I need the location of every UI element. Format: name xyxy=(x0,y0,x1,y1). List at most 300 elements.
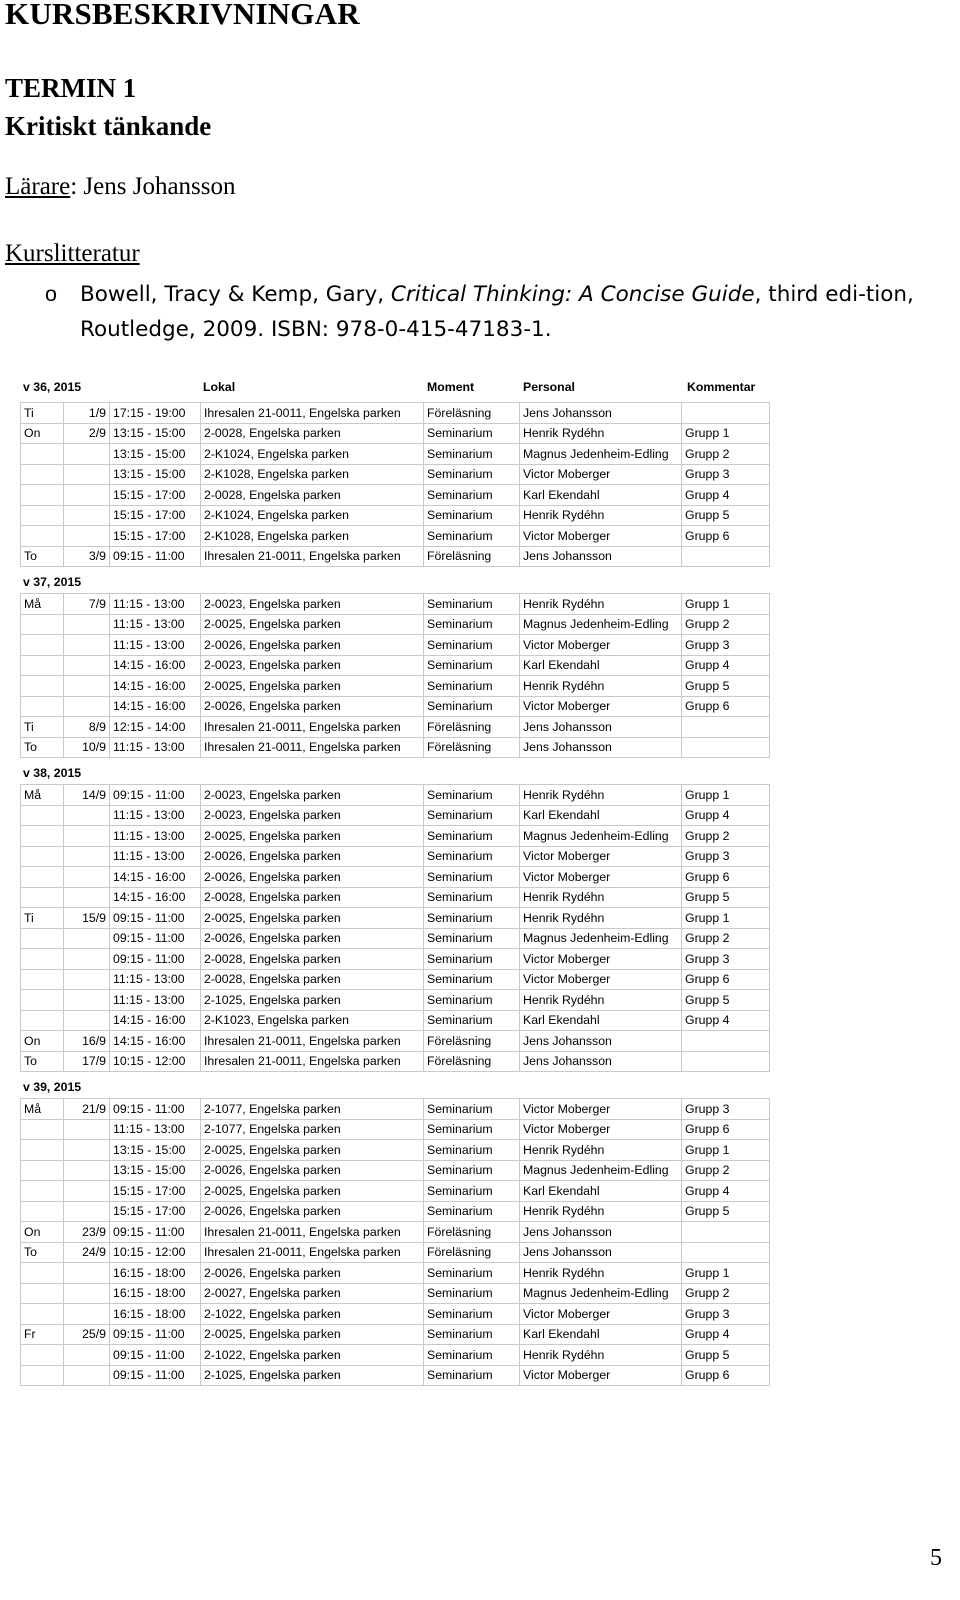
staff-cell: Magnus Jedenheim-Edling xyxy=(520,928,682,949)
room-cell: 2-0028, Engelska parken xyxy=(201,423,424,444)
time-cell: 13:15 - 15:00 xyxy=(110,1160,201,1181)
staff-cell: Karl Ekendahl xyxy=(520,1324,682,1345)
time-cell: 13:15 - 15:00 xyxy=(110,444,201,465)
date-cell xyxy=(64,1365,110,1386)
staff-cell: Jens Johansson xyxy=(520,1031,682,1052)
comment-cell: Grupp 1 xyxy=(682,785,770,806)
staff-cell: Victor Moberger xyxy=(520,1099,682,1120)
table-row xyxy=(21,505,770,526)
day-cell: Ti xyxy=(21,717,64,738)
literature-text: Bowell, Tracy & Kemp, Gary, Critical Thinking: A Concise Guide, third edi-tion, Routledge, 2009. ISBN: 978-0-415-47183-1. xyxy=(80,282,914,342)
comment-cell: Grupp 6 xyxy=(682,1119,770,1140)
date-cell xyxy=(64,826,110,847)
comment-cell: Grupp 6 xyxy=(682,1365,770,1386)
day-cell: Fr xyxy=(21,1324,64,1345)
room-cell: 2-0026, Engelska parken xyxy=(201,1263,424,1284)
room-cell: 2-1025, Engelska parken xyxy=(201,1365,424,1386)
time-cell: 11:15 - 13:00 xyxy=(110,737,201,758)
room-cell: 2-K1028, Engelska parken xyxy=(201,464,424,485)
table-row xyxy=(21,969,770,990)
comment-cell: Grupp 3 xyxy=(682,635,770,656)
comment-cell xyxy=(682,403,770,424)
staff-cell: Victor Moberger xyxy=(520,696,682,717)
time-cell: 10:15 - 12:00 xyxy=(110,1051,201,1072)
date-cell: 8/9 xyxy=(64,717,110,738)
comment-cell xyxy=(682,1242,770,1263)
room-cell: 2-0028, Engelska parken xyxy=(201,887,424,908)
day-cell: To xyxy=(21,1051,64,1072)
table-row xyxy=(21,444,770,465)
table-row xyxy=(21,655,770,676)
date-cell xyxy=(64,614,110,635)
day-cell xyxy=(21,655,64,676)
book-title: Critical Thinking: A Concise Guide xyxy=(390,282,755,307)
day-cell xyxy=(21,505,64,526)
date-cell: 16/9 xyxy=(64,1031,110,1052)
time-cell: 14:15 - 16:00 xyxy=(110,1031,201,1052)
table-row xyxy=(21,846,770,867)
day-cell xyxy=(21,1304,64,1325)
time-cell: 09:15 - 11:00 xyxy=(110,1365,201,1386)
staff-cell: Karl Ekendahl xyxy=(520,1010,682,1031)
room-cell: 2-0025, Engelska parken xyxy=(201,1181,424,1202)
date-cell xyxy=(64,526,110,547)
room-cell: 2-1025, Engelska parken xyxy=(201,990,424,1011)
moment-cell: Seminarium xyxy=(424,1263,520,1284)
comment-cell: Grupp 3 xyxy=(682,464,770,485)
week-label: v 36, 2015 xyxy=(23,380,82,394)
table-row xyxy=(21,785,770,806)
page-number: 5 xyxy=(930,1545,942,1571)
comment-cell: Grupp 6 xyxy=(682,526,770,547)
staff-cell: Magnus Jedenheim-Edling xyxy=(520,614,682,635)
moment-cell: Seminarium xyxy=(424,969,520,990)
room-cell: 2-0023, Engelska parken xyxy=(201,655,424,676)
staff-cell: Henrik Rydéhn xyxy=(520,990,682,1011)
moment-cell: Seminarium xyxy=(424,1201,520,1222)
comment-cell: Grupp 3 xyxy=(682,949,770,970)
staff-cell: Victor Moberger xyxy=(520,464,682,485)
moment-cell: Seminarium xyxy=(424,826,520,847)
comment-cell: Grupp 2 xyxy=(682,614,770,635)
room-cell: 2-1022, Engelska parken xyxy=(201,1345,424,1366)
moment-cell: Föreläsning xyxy=(424,1222,520,1243)
moment-cell: Föreläsning xyxy=(424,737,520,758)
comment-cell: Grupp 5 xyxy=(682,505,770,526)
staff-cell: Henrik Rydéhn xyxy=(520,1201,682,1222)
moment-cell: Seminarium xyxy=(424,990,520,1011)
week-table xyxy=(20,784,770,1072)
staff-cell: Victor Moberger xyxy=(520,867,682,888)
moment-cell: Seminarium xyxy=(424,1181,520,1202)
staff-cell: Karl Ekendahl xyxy=(520,1181,682,1202)
time-cell: 11:15 - 13:00 xyxy=(110,594,201,615)
room-cell: Ihresalen 21-0011, Engelska parken xyxy=(201,1051,424,1072)
date-cell xyxy=(64,635,110,656)
date-cell xyxy=(64,485,110,506)
staff-cell: Victor Moberger xyxy=(520,1365,682,1386)
comment-cell: Grupp 2 xyxy=(682,826,770,847)
table-row xyxy=(21,1119,770,1140)
room-cell: Ihresalen 21-0011, Engelska parken xyxy=(201,546,424,567)
staff-cell: Henrik Rydéhn xyxy=(520,1140,682,1161)
room-cell: 2-0025, Engelska parken xyxy=(201,676,424,697)
moment-cell: Föreläsning xyxy=(424,546,520,567)
day-cell xyxy=(21,846,64,867)
time-cell: 13:15 - 15:00 xyxy=(110,464,201,485)
staff-cell: Victor Moberger xyxy=(520,949,682,970)
staff-cell: Henrik Rydéhn xyxy=(520,505,682,526)
table-row xyxy=(21,1099,770,1120)
comment-cell: Grupp 4 xyxy=(682,805,770,826)
column-header-personal: Personal xyxy=(523,380,575,394)
table-row xyxy=(21,1283,770,1304)
table-row xyxy=(21,1051,770,1072)
comment-cell: Grupp 6 xyxy=(682,867,770,888)
room-cell: 2-0028, Engelska parken xyxy=(201,949,424,970)
column-header-kommentar: Kommentar xyxy=(687,380,756,394)
date-cell: 24/9 xyxy=(64,1242,110,1263)
day-cell xyxy=(21,949,64,970)
moment-cell: Seminarium xyxy=(424,1140,520,1161)
time-cell: 09:15 - 11:00 xyxy=(110,546,201,567)
room-cell: 2-1077, Engelska parken xyxy=(201,1119,424,1140)
moment-cell: Föreläsning xyxy=(424,1051,520,1072)
teacher-label: Lärare xyxy=(5,173,71,200)
room-cell: 2-0026, Engelska parken xyxy=(201,1201,424,1222)
table-row xyxy=(21,805,770,826)
date-cell: 21/9 xyxy=(64,1099,110,1120)
table-row xyxy=(21,485,770,506)
staff-cell: Henrik Rydéhn xyxy=(520,594,682,615)
staff-cell: Henrik Rydéhn xyxy=(520,908,682,929)
staff-cell: Henrik Rydéhn xyxy=(520,1345,682,1366)
day-cell xyxy=(21,614,64,635)
time-cell: 11:15 - 13:00 xyxy=(110,846,201,867)
moment-cell: Seminarium xyxy=(424,785,520,806)
time-cell: 11:15 - 13:00 xyxy=(110,990,201,1011)
date-cell xyxy=(64,805,110,826)
room-cell: Ihresalen 21-0011, Engelska parken xyxy=(201,403,424,424)
date-cell xyxy=(64,887,110,908)
week-label: v 37, 2015 xyxy=(23,575,82,589)
day-cell xyxy=(21,887,64,908)
room-cell: 2-0027, Engelska parken xyxy=(201,1283,424,1304)
staff-cell: Magnus Jedenheim-Edling xyxy=(520,826,682,847)
moment-cell: Seminarium xyxy=(424,614,520,635)
staff-cell: Henrik Rydéhn xyxy=(520,676,682,697)
comment-cell xyxy=(682,737,770,758)
comment-cell: Grupp 1 xyxy=(682,1140,770,1161)
comment-cell: Grupp 4 xyxy=(682,655,770,676)
table-row xyxy=(21,1160,770,1181)
moment-cell: Seminarium xyxy=(424,1283,520,1304)
time-cell: 15:15 - 17:00 xyxy=(110,526,201,547)
room-cell: 2-K1024, Engelska parken xyxy=(201,505,424,526)
moment-cell: Föreläsning xyxy=(424,717,520,738)
time-cell: 09:15 - 11:00 xyxy=(110,1099,201,1120)
moment-cell: Seminarium xyxy=(424,928,520,949)
day-cell: Ti xyxy=(21,908,64,929)
schedule-header-row xyxy=(20,380,770,402)
day-cell: On xyxy=(21,1031,64,1052)
date-cell: 25/9 xyxy=(64,1324,110,1345)
day-cell: On xyxy=(21,1222,64,1243)
comment-cell: Grupp 4 xyxy=(682,1181,770,1202)
date-cell: 2/9 xyxy=(64,423,110,444)
moment-cell: Seminarium xyxy=(424,887,520,908)
comment-cell: Grupp 3 xyxy=(682,846,770,867)
time-cell: 09:15 - 11:00 xyxy=(110,785,201,806)
date-cell xyxy=(64,1283,110,1304)
staff-cell: Jens Johansson xyxy=(520,1242,682,1263)
room-cell: Ihresalen 21-0011, Engelska parken xyxy=(201,1031,424,1052)
week-label: v 39, 2015 xyxy=(23,1080,82,1094)
room-cell: 2-0028, Engelska parken xyxy=(201,485,424,506)
day-cell: To xyxy=(21,546,64,567)
day-cell xyxy=(21,1345,64,1366)
document-title: KURSBESKRIVNINGAR xyxy=(5,0,360,31)
date-cell xyxy=(64,1304,110,1325)
date-cell: 1/9 xyxy=(64,403,110,424)
time-cell: 15:15 - 17:00 xyxy=(110,505,201,526)
course-heading: Kritiskt tänkande xyxy=(5,111,212,141)
time-cell: 15:15 - 17:00 xyxy=(110,1201,201,1222)
day-cell: To xyxy=(21,1242,64,1263)
table-row xyxy=(21,423,770,444)
date-cell xyxy=(64,846,110,867)
comment-cell xyxy=(682,717,770,738)
comment-cell: Grupp 3 xyxy=(682,1304,770,1325)
table-row xyxy=(21,1222,770,1243)
day-cell xyxy=(21,1140,64,1161)
room-cell: 2-0026, Engelska parken xyxy=(201,928,424,949)
time-cell: 14:15 - 16:00 xyxy=(110,696,201,717)
day-cell xyxy=(21,1160,64,1181)
moment-cell: Föreläsning xyxy=(424,1242,520,1263)
date-cell: 10/9 xyxy=(64,737,110,758)
week-table xyxy=(20,402,770,567)
staff-cell: Jens Johansson xyxy=(520,403,682,424)
time-cell: 16:15 - 18:00 xyxy=(110,1304,201,1325)
staff-cell: Jens Johansson xyxy=(520,737,682,758)
table-row xyxy=(21,928,770,949)
date-cell xyxy=(64,464,110,485)
comment-cell: Grupp 2 xyxy=(682,1283,770,1304)
day-cell xyxy=(21,676,64,697)
staff-cell: Victor Moberger xyxy=(520,969,682,990)
table-row xyxy=(21,614,770,635)
comment-cell: Grupp 3 xyxy=(682,1099,770,1120)
date-cell xyxy=(64,444,110,465)
table-row xyxy=(21,908,770,929)
time-cell: 09:15 - 11:00 xyxy=(110,1222,201,1243)
week-label: v 38, 2015 xyxy=(23,766,82,780)
day-cell: Må xyxy=(21,594,64,615)
time-cell: 16:15 - 18:00 xyxy=(110,1283,201,1304)
room-cell: 2-K1028, Engelska parken xyxy=(201,526,424,547)
time-cell: 09:15 - 11:00 xyxy=(110,1324,201,1345)
room-cell: 2-0026, Engelska parken xyxy=(201,696,424,717)
room-cell: Ihresalen 21-0011, Engelska parken xyxy=(201,737,424,758)
comment-cell: Grupp 1 xyxy=(682,594,770,615)
comment-cell: Grupp 2 xyxy=(682,444,770,465)
day-cell xyxy=(21,867,64,888)
time-cell: 09:15 - 11:00 xyxy=(110,949,201,970)
day-cell xyxy=(21,826,64,847)
room-cell: 2-0025, Engelska parken xyxy=(201,826,424,847)
staff-cell: Jens Johansson xyxy=(520,1051,682,1072)
moment-cell: Seminarium xyxy=(424,505,520,526)
time-cell: 11:15 - 13:00 xyxy=(110,635,201,656)
moment-cell: Seminarium xyxy=(424,676,520,697)
moment-cell: Seminarium xyxy=(424,485,520,506)
table-row xyxy=(21,1365,770,1386)
time-cell: 09:15 - 11:00 xyxy=(110,1345,201,1366)
bullet-icon: o xyxy=(45,282,57,306)
date-cell xyxy=(64,1140,110,1161)
room-cell: 2-0026, Engelska parken xyxy=(201,1160,424,1181)
time-cell: 14:15 - 16:00 xyxy=(110,867,201,888)
room-cell: 2-0023, Engelska parken xyxy=(201,805,424,826)
moment-cell: Seminarium xyxy=(424,949,520,970)
room-cell: 2-0026, Engelska parken xyxy=(201,635,424,656)
room-cell: 2-0025, Engelska parken xyxy=(201,908,424,929)
day-cell xyxy=(21,1201,64,1222)
moment-cell: Seminarium xyxy=(424,1345,520,1366)
comment-cell: Grupp 2 xyxy=(682,1160,770,1181)
week-table xyxy=(20,1098,770,1386)
date-cell xyxy=(64,1201,110,1222)
date-cell xyxy=(64,1010,110,1031)
room-cell: 2-0028, Engelska parken xyxy=(201,969,424,990)
table-row xyxy=(21,1181,770,1202)
time-cell: 14:15 - 16:00 xyxy=(110,1010,201,1031)
table-row xyxy=(21,676,770,697)
date-cell xyxy=(64,1160,110,1181)
date-cell xyxy=(64,505,110,526)
room-cell: 2-K1024, Engelska parken xyxy=(201,444,424,465)
comment-cell: Grupp 4 xyxy=(682,485,770,506)
table-row xyxy=(21,635,770,656)
room-cell: Ihresalen 21-0011, Engelska parken xyxy=(201,1242,424,1263)
day-cell xyxy=(21,696,64,717)
moment-cell: Seminarium xyxy=(424,1160,520,1181)
time-cell: 10:15 - 12:00 xyxy=(110,1242,201,1263)
moment-cell: Seminarium xyxy=(424,635,520,656)
table-row xyxy=(21,546,770,567)
room-cell: 2-1077, Engelska parken xyxy=(201,1099,424,1120)
day-cell: Må xyxy=(21,1099,64,1120)
day-cell: Må xyxy=(21,785,64,806)
moment-cell: Seminarium xyxy=(424,423,520,444)
day-cell xyxy=(21,485,64,506)
room-cell: 2-K1023, Engelska parken xyxy=(201,1010,424,1031)
table-row xyxy=(21,526,770,547)
comment-cell: Grupp 6 xyxy=(682,969,770,990)
table-row xyxy=(21,949,770,970)
staff-cell: Jens Johansson xyxy=(520,1222,682,1243)
day-cell xyxy=(21,1181,64,1202)
date-cell: 15/9 xyxy=(64,908,110,929)
time-cell: 16:15 - 18:00 xyxy=(110,1263,201,1284)
day-cell: To xyxy=(21,737,64,758)
time-cell: 14:15 - 16:00 xyxy=(110,655,201,676)
staff-cell: Karl Ekendahl xyxy=(520,655,682,676)
table-row xyxy=(21,1242,770,1263)
table-row xyxy=(21,1140,770,1161)
staff-cell: Henrik Rydéhn xyxy=(520,423,682,444)
date-cell: 7/9 xyxy=(64,594,110,615)
staff-cell: Magnus Jedenheim-Edling xyxy=(520,1160,682,1181)
time-cell: 14:15 - 16:00 xyxy=(110,887,201,908)
moment-cell: Seminarium xyxy=(424,444,520,465)
room-cell: 2-0025, Engelska parken xyxy=(201,1324,424,1345)
moment-cell: Seminarium xyxy=(424,464,520,485)
date-cell xyxy=(64,969,110,990)
literature-heading: Kurslitteratur xyxy=(5,240,140,267)
table-row xyxy=(21,1324,770,1345)
room-cell: 2-1022, Engelska parken xyxy=(201,1304,424,1325)
week-table xyxy=(20,593,770,758)
moment-cell: Seminarium xyxy=(424,1119,520,1140)
comment-cell: Grupp 5 xyxy=(682,1201,770,1222)
room-cell: 2-0023, Engelska parken xyxy=(201,785,424,806)
staff-cell: Victor Moberger xyxy=(520,846,682,867)
table-row xyxy=(21,826,770,847)
staff-cell: Magnus Jedenheim-Edling xyxy=(520,444,682,465)
comment-cell: Grupp 5 xyxy=(682,990,770,1011)
moment-cell: Seminarium xyxy=(424,1324,520,1345)
day-cell xyxy=(21,1283,64,1304)
table-row xyxy=(21,403,770,424)
staff-cell: Victor Moberger xyxy=(520,1119,682,1140)
date-cell: 3/9 xyxy=(64,546,110,567)
staff-cell: Victor Moberger xyxy=(520,1304,682,1325)
comment-cell xyxy=(682,1222,770,1243)
teacher-name: : Jens Johansson xyxy=(70,173,236,200)
moment-cell: Seminarium xyxy=(424,805,520,826)
moment-cell: Seminarium xyxy=(424,1010,520,1031)
comment-cell xyxy=(682,1031,770,1052)
date-cell xyxy=(64,1119,110,1140)
date-cell: 14/9 xyxy=(64,785,110,806)
comment-cell: Grupp 5 xyxy=(682,676,770,697)
staff-cell: Jens Johansson xyxy=(520,546,682,567)
day-cell xyxy=(21,526,64,547)
date-cell xyxy=(64,867,110,888)
time-cell: 15:15 - 17:00 xyxy=(110,485,201,506)
date-cell xyxy=(64,990,110,1011)
table-row xyxy=(21,1031,770,1052)
schedule xyxy=(20,380,770,1386)
day-cell xyxy=(21,444,64,465)
day-cell xyxy=(21,464,64,485)
day-cell xyxy=(21,1010,64,1031)
moment-cell: Föreläsning xyxy=(424,1031,520,1052)
time-cell: 11:15 - 13:00 xyxy=(110,614,201,635)
day-cell xyxy=(21,990,64,1011)
staff-cell: Henrik Rydéhn xyxy=(520,1263,682,1284)
table-row xyxy=(21,737,770,758)
comment-cell xyxy=(682,546,770,567)
room-cell: Ihresalen 21-0011, Engelska parken xyxy=(201,1222,424,1243)
day-cell xyxy=(21,635,64,656)
staff-cell: Victor Moberger xyxy=(520,526,682,547)
room-cell: 2-0026, Engelska parken xyxy=(201,867,424,888)
time-cell: 14:15 - 16:00 xyxy=(110,676,201,697)
date-cell xyxy=(64,928,110,949)
